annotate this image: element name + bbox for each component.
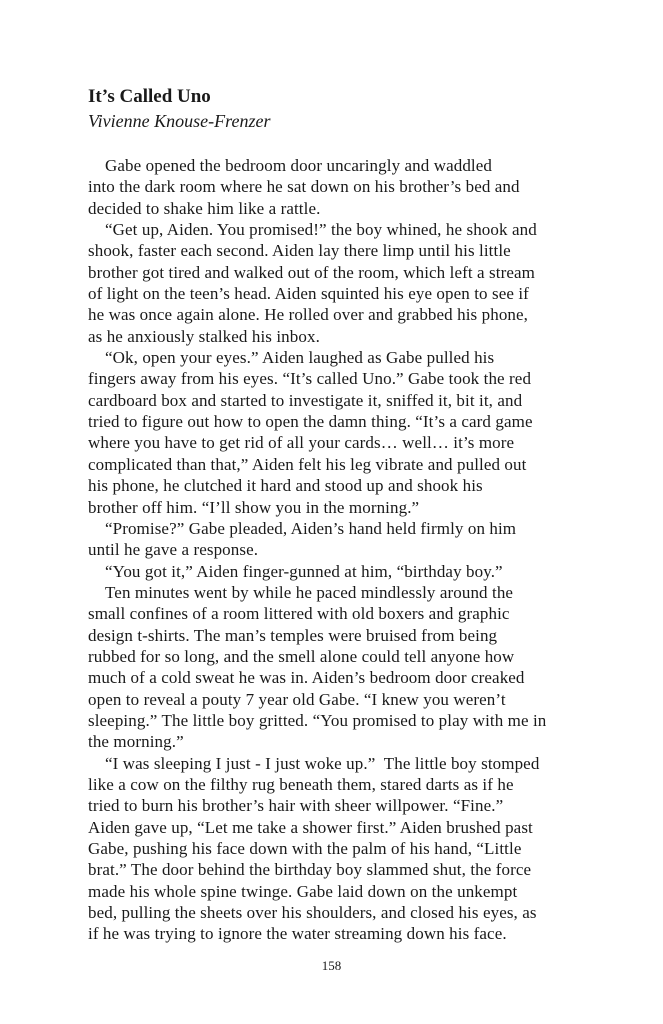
text-line: “Promise?” Gabe pleaded, Aiden’s hand held firmly on him bbox=[105, 518, 517, 538]
text-line: shook, faster each second. Aiden lay there limp until his little bbox=[88, 241, 511, 261]
text-line: tried to burn his brother’s hair with sheer willpower. “Fine.” bbox=[88, 796, 504, 816]
story-paragraph bbox=[88, 753, 580, 945]
text-line: Ten minutes went by while he paced mindlessly around the bbox=[105, 582, 514, 602]
text-line: brat.” The door behind the birthday boy slammed shut, the force bbox=[88, 860, 532, 880]
text-line: fingers away from his eyes. “It’s called Uno.” Gabe took the red bbox=[88, 369, 532, 389]
text-line: Aiden gave up, “Let me take a shower first.” Aiden brushed past bbox=[88, 817, 533, 837]
text-line: small confines of a room littered with old boxers and graphic bbox=[88, 604, 510, 624]
story-body bbox=[88, 155, 580, 945]
text-line: until he gave a response. bbox=[88, 540, 259, 560]
story-author: Vivienne Knouse-Frenzer bbox=[88, 111, 271, 131]
text-line: “Ok, open your eyes.” Aiden laughed as Gabe pulled his bbox=[105, 348, 495, 368]
story-title: It’s Called Uno bbox=[88, 86, 211, 107]
text-line: bed, pulling the sheets over his shoulders, and closed his eyes, as bbox=[88, 903, 537, 923]
text-line: tried to figure out how to open the damn thing. “It’s a card game bbox=[88, 412, 533, 432]
text-line: design t-shirts. The man’s temples were bruised from being bbox=[88, 625, 498, 645]
text-line: rubbed for so long, and the smell alone could tell anyone how bbox=[88, 646, 515, 666]
text-line: made his whole spine twinge. Gabe laid down on the unkempt bbox=[88, 881, 518, 901]
text-line: like a cow on the filthy rug beneath them, stared darts as if he bbox=[88, 774, 514, 794]
story-paragraph bbox=[88, 347, 580, 518]
text-line: his phone, he clutched it hard and stood up and shook his bbox=[88, 476, 483, 496]
page-content bbox=[88, 84, 580, 945]
text-line: of light on the teen’s head. Aiden squinted his eye open to see if bbox=[88, 284, 529, 304]
text-line: into the dark room where he sat down on his brother’s bed and bbox=[88, 177, 520, 197]
text-line: where you have to get rid of all your cards… well… it’s more bbox=[88, 433, 515, 453]
text-line: much of a cold sweat he was in. Aiden’s bedroom door creaked bbox=[88, 668, 525, 688]
text-line: sleeping.” The little boy gritted. “You promised to play with me in bbox=[88, 710, 547, 730]
text-line: “You got it,” Aiden finger-gunned at him, “birthday boy.” bbox=[105, 561, 503, 581]
story-paragraph bbox=[88, 561, 580, 582]
text-line: brother got tired and walked out of the room, which left a stream bbox=[88, 262, 535, 282]
text-line: as he anxiously stalked his inbox. bbox=[88, 326, 320, 346]
text-line: the morning.” bbox=[88, 732, 184, 752]
text-line: “I was sleeping I just - I just woke up.” The little boy stomped bbox=[105, 753, 540, 773]
text-line: decided to shake him like a rattle. bbox=[88, 198, 321, 218]
text-line: he was once again alone. He rolled over and grabbed his phone, bbox=[88, 305, 529, 325]
text-line: Gabe, pushing his face down with the palm of his hand, “Little bbox=[88, 839, 522, 858]
text-line: cardboard box and started to investigate it, sniffed it, bit it, and bbox=[88, 390, 523, 410]
story-paragraph bbox=[88, 518, 580, 561]
text-line: if he was trying to ignore the water streaming down his face. bbox=[88, 924, 507, 944]
page-number: 158 bbox=[321, 958, 342, 973]
story-paragraph bbox=[88, 219, 580, 347]
text-line: brother off him. “I’ll show you in the morning.” bbox=[88, 497, 420, 517]
text-line: complicated than that,” Aiden felt his leg vibrate and pulled out bbox=[88, 454, 527, 474]
text-line: “Get up, Aiden. You promised!” the boy whined, he shook and bbox=[105, 220, 537, 240]
story-paragraph bbox=[88, 155, 580, 219]
text-line: open to reveal a pouty 7 year old Gabe. “I knew you weren’t bbox=[88, 689, 506, 709]
story-paragraph bbox=[88, 582, 580, 753]
text-line: Gabe opened the bedroom door uncaringly and waddled bbox=[105, 156, 493, 175]
